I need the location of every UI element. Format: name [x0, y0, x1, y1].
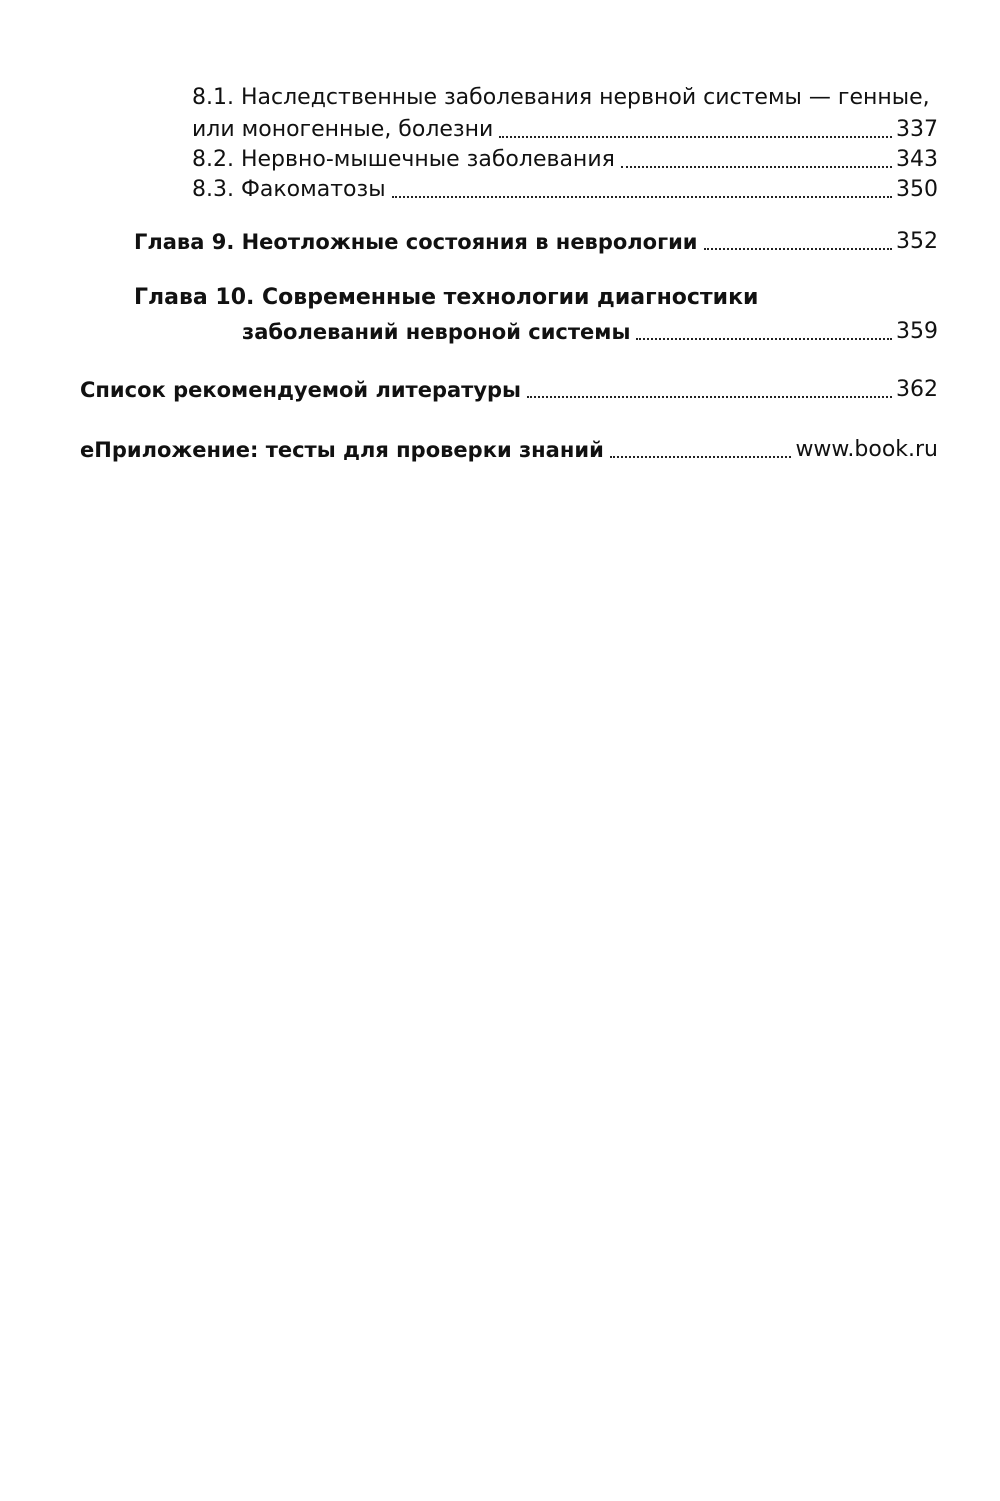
toc-entry-8-2[interactable] [192, 142, 938, 174]
toc-entry-8-3[interactable] [192, 172, 938, 204]
dot-leader [527, 396, 892, 398]
toc-entry-8-3-title: 8.3. Факоматозы [192, 177, 386, 202]
toc-entry-8-1-page: 337 [896, 117, 938, 142]
toc-entry-appendix-link[interactable]: www.book.ru [795, 437, 938, 462]
dot-leader [499, 136, 892, 138]
toc-entry-chapter-10-page: 359 [896, 319, 938, 344]
toc-entry-references-title: Список рекомендуемой литературы [80, 378, 522, 402]
toc-entry-8-2-page: 343 [896, 147, 938, 172]
toc-entry-chapter-10[interactable] [242, 314, 938, 346]
toc-entry-appendix[interactable] [80, 432, 938, 464]
toc-entry-references-page: 362 [896, 377, 938, 402]
toc-entry-chapter-9-page: 352 [896, 229, 938, 254]
toc-entry-chapter-10-line1: Глава 10. Современные технологии диагностики [134, 285, 759, 310]
toc-entry-references[interactable] [80, 372, 938, 404]
toc-entry-chapter-10-title: заболеваний невроной системы [242, 320, 631, 344]
dot-leader [636, 338, 892, 340]
toc-entry-8-2-title: 8.2. Нервно-мышечные заболевания [192, 147, 615, 172]
dot-leader [621, 166, 892, 168]
toc-entry-8-1[interactable] [192, 112, 938, 144]
toc-entry-chapter-9-title: Глава 9. Неотложные состояния в неврологии [134, 230, 698, 254]
toc-entry-appendix-title: еПриложение: тесты для проверки знаний [80, 438, 604, 462]
toc-entry-chapter-9[interactable] [134, 224, 938, 256]
dot-leader [704, 248, 892, 250]
toc-entry-8-3-page: 350 [896, 177, 938, 202]
toc-entry-8-1-title: или моногенные, болезни [192, 117, 494, 142]
dot-leader [610, 456, 792, 458]
toc-entry-8-1-line1: 8.1. Наследственные заболевания нервной системы — генные, [192, 85, 930, 110]
dot-leader [392, 196, 892, 198]
